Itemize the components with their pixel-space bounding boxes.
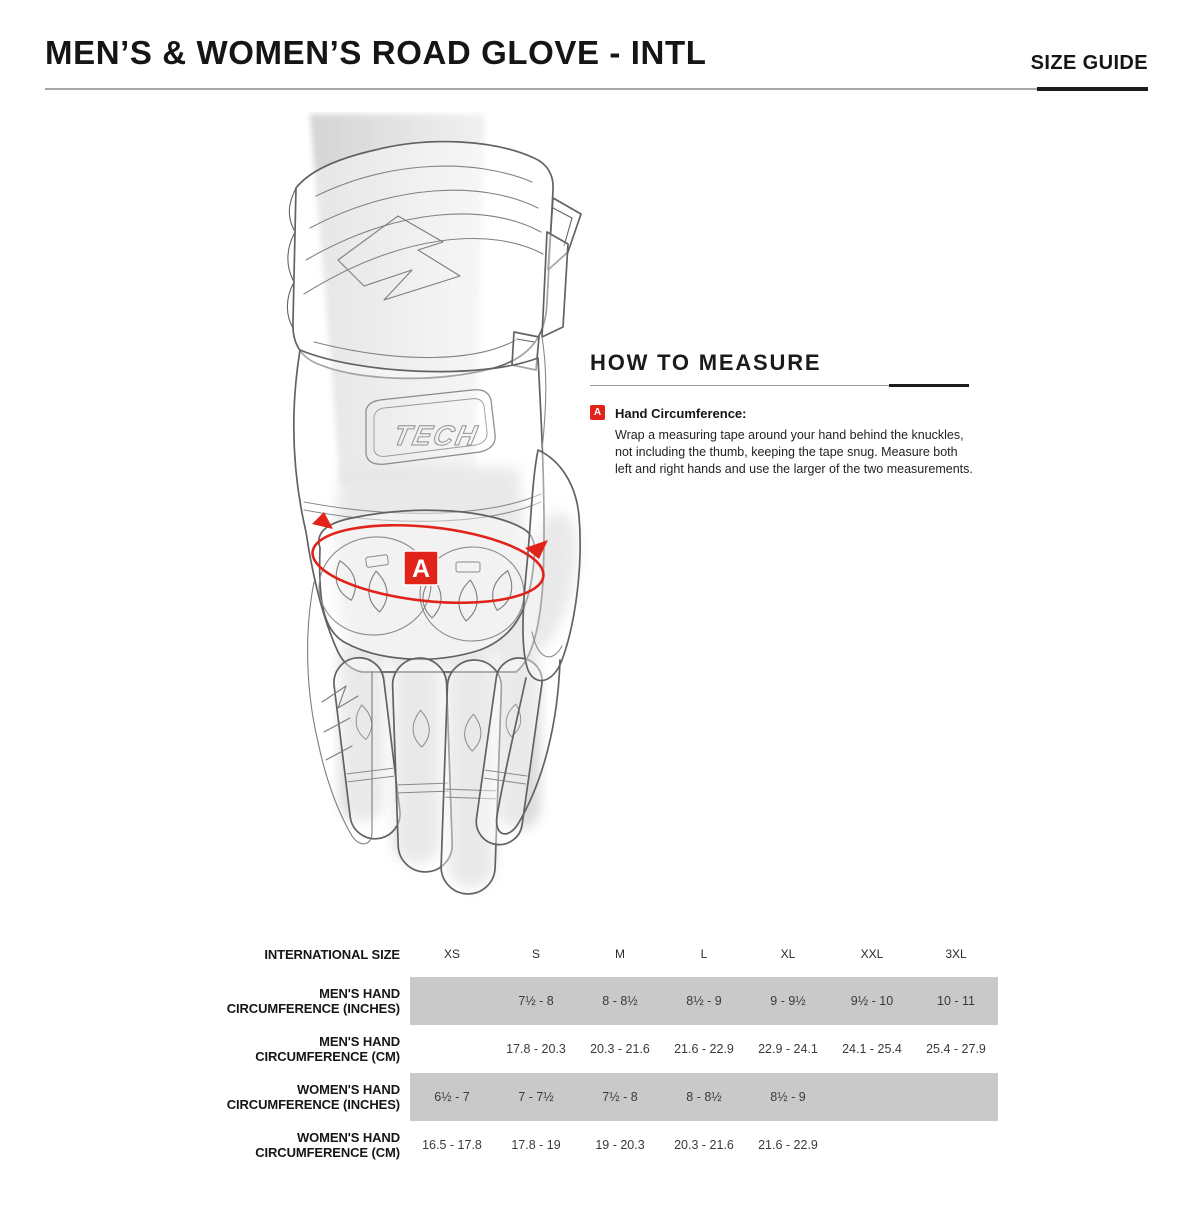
table-cell: 20.3 - 21.6 — [674, 1138, 734, 1152]
table-cell: 9 - 9½ — [770, 994, 806, 1008]
header-divider — [45, 88, 1148, 90]
table-cell: 17.8 - 19 — [511, 1138, 561, 1152]
table-row — [0, 940, 998, 968]
table-cell: 17.8 - 20.3 — [506, 1042, 566, 1056]
table-row — [0, 1025, 998, 1073]
page-title: MEN’S & WOMEN’S ROAD GLOVE - INTL — [45, 34, 707, 71]
table-cell: 10 - 11 — [937, 994, 975, 1008]
table-cell: 20.3 - 21.6 — [590, 1042, 650, 1056]
how-to-measure-heading: HOW TO MEASURE — [590, 350, 822, 375]
measure-text — [615, 405, 973, 478]
marker-a-badge — [404, 551, 438, 585]
size-column-header: S — [531, 947, 540, 961]
table-cell: 7 - 7½ — [518, 1090, 554, 1104]
size-column-header: XS — [443, 947, 460, 961]
row-cells — [410, 1121, 998, 1169]
table-row — [0, 1121, 998, 1169]
measure-item-line: Wrap a measuring tape around your hand behind the knuckles, — [615, 428, 964, 442]
table-cell: 21.6 - 22.9 — [674, 1042, 734, 1056]
size-column-header: M — [615, 947, 625, 961]
measure-item-hand-circumference — [590, 405, 982, 478]
table-cell: 8 - 8½ — [602, 994, 638, 1008]
how-to-measure-divider-accent — [889, 384, 969, 387]
marker-a-mini-badge: A — [590, 405, 605, 420]
size-column-header: XL — [780, 947, 796, 961]
table-cell: 6½ - 7 — [434, 1090, 470, 1104]
tech-patch-text: TECH — [390, 419, 482, 451]
row-cells — [410, 1025, 998, 1073]
measure-item-line: left and right hands and use the larger of the two measurements. — [615, 462, 973, 476]
row-label: MEN'S HAND CIRCUMFERENCE (INCHES) — [226, 986, 400, 1016]
glove-svg — [280, 112, 630, 932]
table-cell: 25.4 - 27.9 — [926, 1042, 986, 1056]
size-column-header: XXL — [860, 947, 884, 961]
row-label: INTERNATIONAL SIZE — [264, 946, 400, 962]
size-guide-label: SIZE GUIDE — [1030, 52, 1148, 74]
table-cell: 24.1 - 25.4 — [842, 1042, 902, 1056]
measure-item-title: Hand Circumference: — [615, 406, 747, 421]
table-cell: 19 - 20.3 — [595, 1138, 645, 1152]
row-cells-shaded — [410, 1073, 998, 1121]
header-divider-accent — [1037, 87, 1148, 91]
row-cells-shaded — [410, 977, 998, 1025]
table-row — [0, 977, 998, 1025]
glove-illustration — [280, 112, 630, 932]
table-cell: 8½ - 9 — [770, 1090, 806, 1104]
size-column-header: L — [700, 947, 708, 961]
how-to-measure-section — [590, 350, 982, 478]
row-label: WOMEN'S HAND CIRCUMFERENCE (CM) — [255, 1130, 400, 1160]
table-cell: 7½ - 8 — [602, 1090, 638, 1104]
table-cell: 21.6 - 22.9 — [758, 1138, 818, 1152]
table-cell: 22.9 - 24.1 — [758, 1042, 818, 1056]
row-label: MEN'S HAND CIRCUMFERENCE (CM) — [255, 1034, 400, 1064]
size-column-header: 3XL — [945, 947, 967, 961]
table-cell: 16.5 - 17.8 — [422, 1138, 482, 1152]
row-cells — [410, 940, 998, 968]
table-cell: 8½ - 9 — [686, 994, 722, 1008]
table-cell: 9½ - 10 — [850, 994, 894, 1008]
table-cell: 8 - 8½ — [686, 1090, 722, 1104]
how-to-measure-divider — [590, 385, 969, 386]
table-row — [0, 1073, 998, 1121]
row-label: WOMEN'S HAND CIRCUMFERENCE (INCHES) — [226, 1082, 400, 1112]
fingers — [331, 655, 545, 895]
measure-item-line: not including the thumb, keeping the tape snug. Measure both — [615, 445, 958, 459]
table-cell: 7½ - 8 — [518, 994, 554, 1008]
svg-text:A: A — [411, 555, 431, 583]
